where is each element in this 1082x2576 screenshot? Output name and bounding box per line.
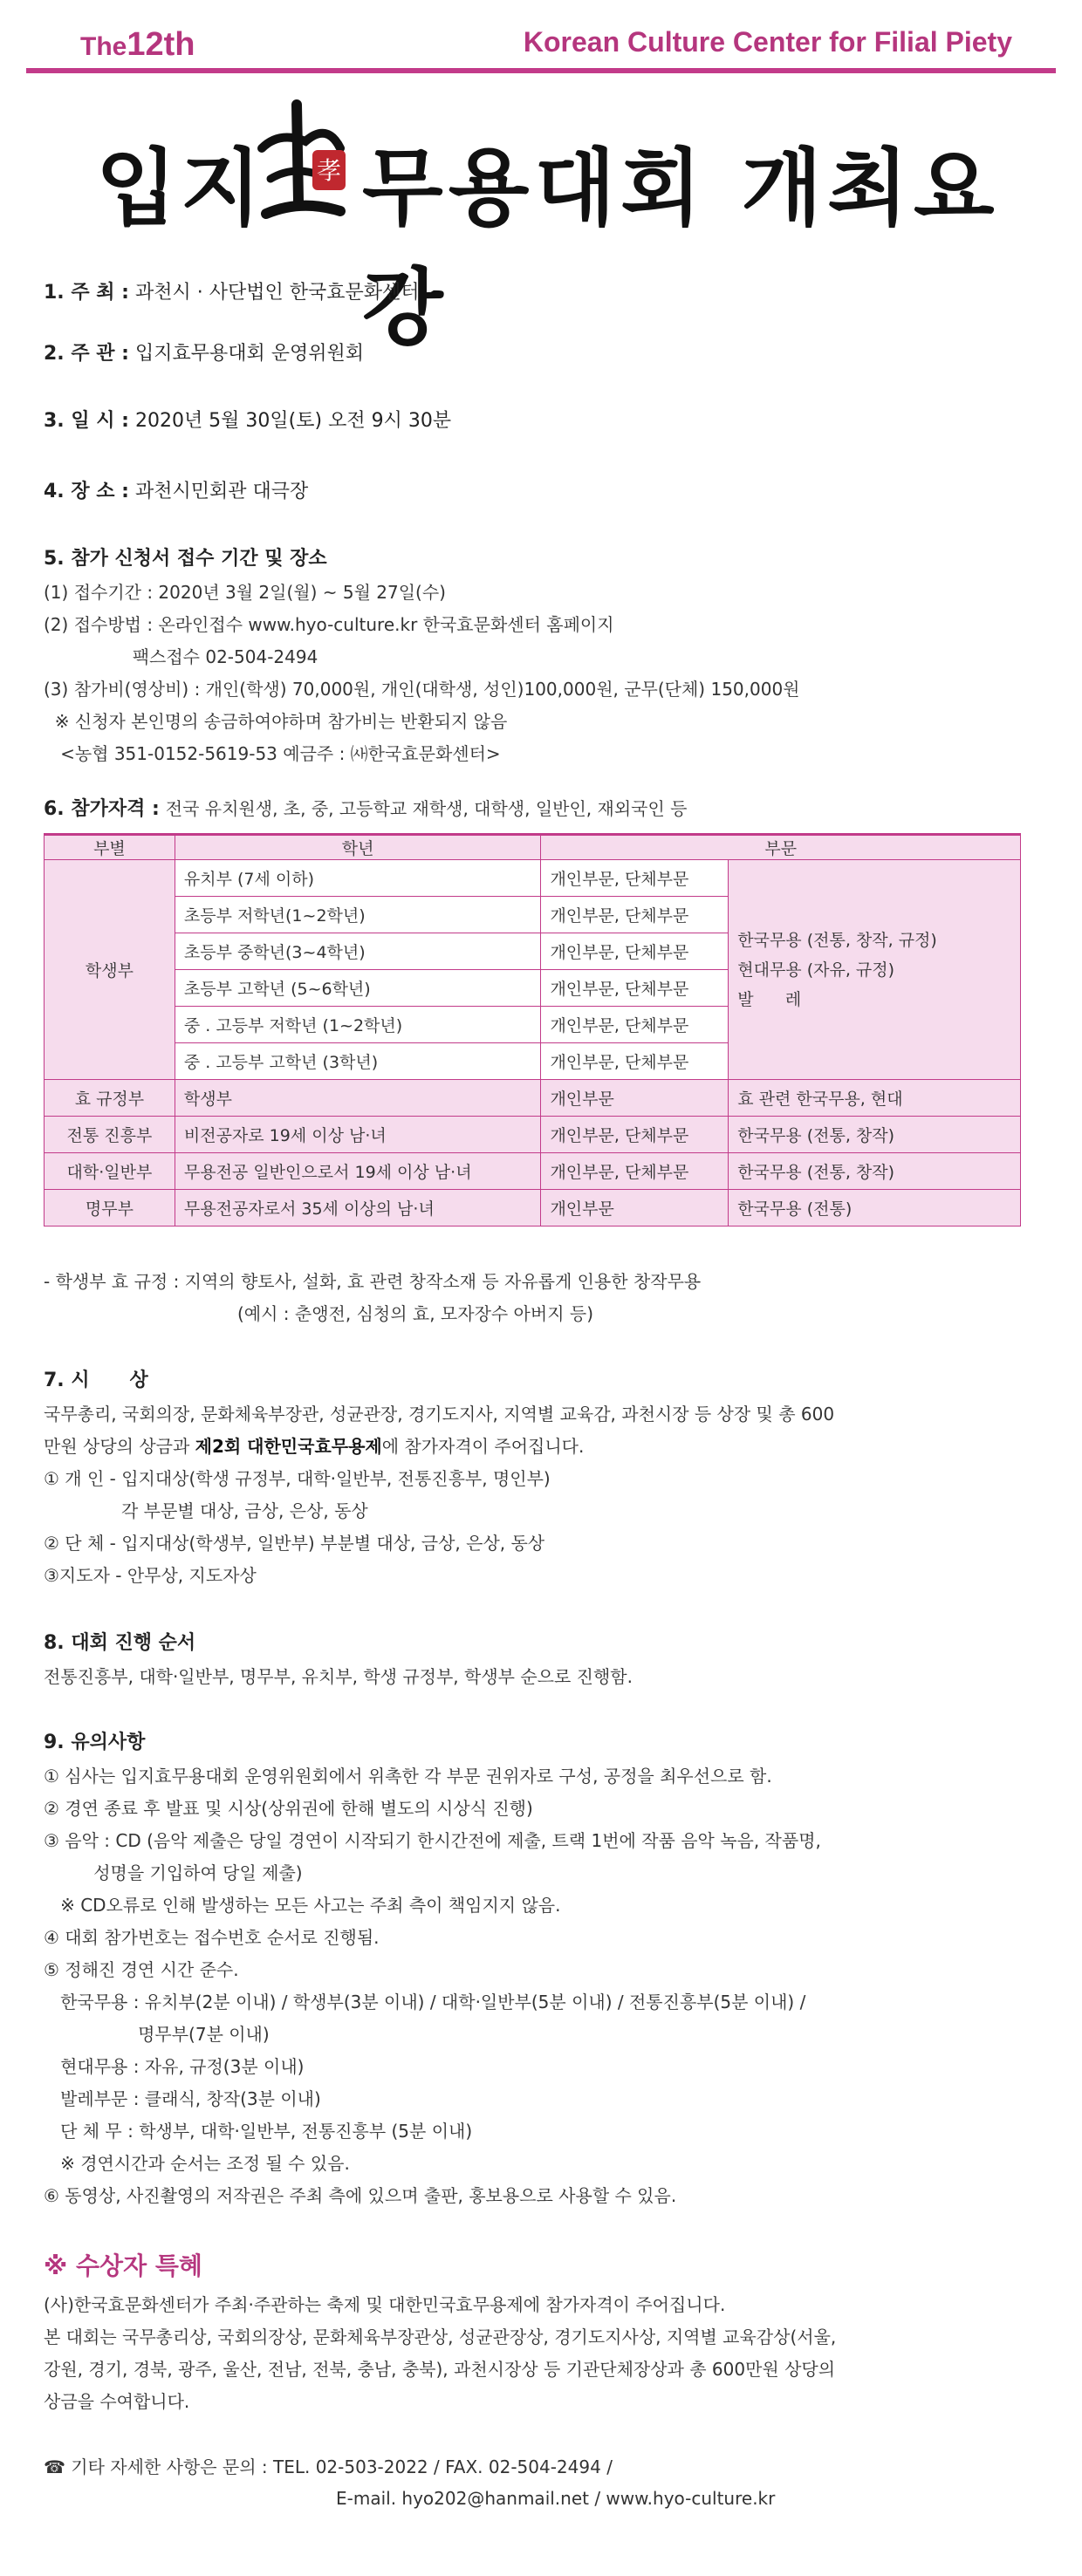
table-cell: 개인부문, 단체부문	[541, 1043, 729, 1080]
table-cell: 개인부문	[541, 1190, 729, 1227]
table-cell: 개인부문, 단체부문	[541, 933, 729, 970]
table-cell: 대학·일반부	[45, 1153, 175, 1190]
benefits-line: 강원, 경기, 경북, 광주, 울산, 전남, 전북, 충남, 충북), 과천시장상 등 기관단체장상과 총 600만원 상당의	[44, 2359, 836, 2380]
table-row	[45, 1117, 1021, 1153]
application-line: (3) 참가비(영상비) : 개인(학생) 70,000원, 개인(대학생, 성인)100,000원, 군무(단체) 150,000원	[44, 679, 800, 700]
table-cell: 중 . 고등부 저학년 (1~2학년)	[175, 1007, 541, 1043]
table-cell: 초등부 고학년 (5~6학년)	[175, 970, 541, 1007]
awards-line: ① 개 인 - 입지대상(학생 규정부, 대학·일반부, 전통진흥부, 명인부)	[44, 1468, 551, 1489]
table-cell: 한국무용 (전통, 창작)	[729, 1153, 1021, 1190]
header-right: Korean Culture Center for Filial Piety	[523, 26, 1012, 58]
winner-benefits-heading: ※ 수상자 특혜	[44, 2251, 202, 2280]
category-table	[44, 833, 1021, 1227]
title-part1: 입지	[96, 140, 265, 237]
table-cell: 중 . 고등부 고학년 (3학년)	[175, 1043, 541, 1080]
benefits-line: 상금을 수여합니다.	[44, 2391, 190, 2412]
contact-phone: ☎ 기타 자세한 사항은 문의 : TEL. 02-503-2022 / FAX. 02-504-2494 /	[44, 2456, 613, 2477]
table-note: - 학생부 효 규정 : 지역의 향토사, 설화, 효 관련 창작소재 등 자유롭게 인용한 창작무용	[44, 1271, 702, 1292]
section-application-heading: 5. 참가 신청서 접수 기간 및 장소	[44, 548, 327, 570]
order-line: 전통진흥부, 대학·일반부, 명무부, 유치부, 학생 규정부, 학생부 순으로 진행함.	[44, 1666, 633, 1687]
header-edition: 12th	[127, 26, 195, 63]
table-cell: 개인부문, 단체부문	[541, 860, 729, 897]
awards-paragraph: 국무총리, 국회의장, 문화체육부장관, 성균관장, 경기도지사, 지역별 교육감, 과천시장 등 상장 및 총 600	[44, 1404, 835, 1425]
table-cell: 효 규정부	[45, 1080, 175, 1117]
benefits-line: 본 대회는 국무총리상, 국회의장상, 문화체육부장관상, 성균관장상, 경기도지사상, 지역별 교육감상(서울,	[44, 2327, 837, 2347]
table-cell: 초등부 저학년(1~2학년)	[175, 897, 541, 933]
notes-line: ※ CD오류로 인해 발생하는 모든 사고는 주최 측이 책임지지 않음.	[44, 1895, 561, 1916]
awards-paragraph: 만원 상당의 상금과 제2회 대한민국효무용제에 참가자격이 주어집니다.	[44, 1436, 585, 1457]
header-prefix: The	[80, 32, 127, 61]
table-cell: 초등부 중학년(3~4학년)	[175, 933, 541, 970]
table-header: 부별	[45, 835, 175, 860]
awards-line: ③지도자 - 안무상, 지도자상	[44, 1565, 257, 1586]
table-cell: 유치부 (7세 이하)	[175, 860, 541, 897]
application-line: (2) 접수방법 : 온라인접수 www.hyo-culture.kr 한국효문화센터 홈페이지	[44, 614, 614, 635]
table-cell: 학생부	[175, 1080, 541, 1117]
table-cell: 개인부문, 단체부문	[541, 970, 729, 1007]
notes-line: 명무부(7분 이내)	[44, 2024, 270, 2045]
notes-line: 한국무용 : 유치부(2분 이내) / 학생부(3분 이내) / 대학·일반부(5분 이내) / 전통진흥부(5분 이내) /	[44, 1992, 806, 2012]
table-cell: 개인부문	[541, 1080, 729, 1117]
section-organizer: 2. 주 관 : 입지효무용대회 운영위원회	[44, 343, 364, 365]
notes-line: ④ 대회 참가번호는 접수번호 순서로 진행됨.	[44, 1927, 380, 1948]
table-note-example: (예시 : 춘앵전, 심청의 효, 모자장수 아버지 등)	[237, 1303, 594, 1324]
notes-line: 단 체 무 : 학생부, 대학·일반부, 전통진흥부 (5분 이내)	[44, 2121, 473, 2142]
header-left	[80, 26, 195, 64]
application-line: 팩스접수 02-504-2494	[44, 646, 318, 667]
table-row	[45, 1190, 1021, 1227]
table-row	[45, 1080, 1021, 1117]
table-cell: 학생부	[45, 860, 175, 1080]
table-cell: 명무부	[45, 1190, 175, 1227]
notes-line: 성명을 기입하여 당일 제출)	[44, 1862, 303, 1883]
notes-line: ⑥ 동영상, 사진촬영의 저작권은 주최 측에 있으며 출판, 홍보용으로 사용할 수 있음.	[44, 2185, 677, 2206]
notes-line: 현대무용 : 자유, 규정(3분 이내)	[44, 2056, 305, 2077]
table-cell: 효 관련 한국무용, 현대	[729, 1080, 1021, 1117]
section-host: 1. 주 최 : 과천시 · 사단법인 한국효문화센터	[44, 282, 420, 304]
table-cell: 무용전공 일반인으로서 19세 이상 남·녀	[175, 1153, 541, 1190]
table-cell: 개인부문, 단체부문	[541, 1007, 729, 1043]
title-part2: 무용대회 개최요강	[362, 140, 1000, 357]
table-cell: 비전공자로 19세 이상 남·녀	[175, 1117, 541, 1153]
table-cell: 무용전공자로서 35세 이상의 남·녀	[175, 1190, 541, 1227]
bank-account: <농협 351-0152-5619-53 예금주 : ㈔한국효문화센터>	[44, 743, 501, 764]
notes-line: 발레부문 : 클래식, 창작(3분 이내)	[44, 2088, 321, 2109]
awards-line: 각 부문별 대상, 금상, 은상, 동상	[44, 1500, 368, 1521]
application-line: ※ 신청자 본인명의 송금하여야하며 참가비는 반환되지 않음	[44, 711, 508, 732]
table-header: 부문	[541, 835, 1021, 860]
section-datetime: 3. 일 시 : 2020년 5월 30일(토) 오전 9시 30분	[44, 410, 452, 432]
table-cell: 한국무용 (전통, 창작)	[729, 1117, 1021, 1153]
notes-line: ③ 음악 : CD (음악 제출은 당일 경연이 시작되기 한시간전에 제출, 트랙 1번에 작품 음악 녹음, 작품명,	[44, 1830, 821, 1851]
section-venue: 4. 장 소 : 과천시민회관 대극장	[44, 481, 309, 502]
table-cell: 한국무용 (전통)	[729, 1190, 1021, 1227]
awards-line: ② 단 체 - 입지대상(학생부, 일반부) 부분별 대상, 금상, 은상, 동상	[44, 1533, 545, 1554]
contact-web: E-mail. hyo202@hanmail.net / www.hyo-culture.kr	[336, 2488, 776, 2509]
hyo-seal-icon	[244, 96, 358, 227]
table-row	[45, 860, 1021, 897]
table-cell: 개인부문, 단체부문	[541, 1117, 729, 1153]
table-row	[45, 1153, 1021, 1190]
section-order-heading: 8. 대회 진행 순서	[44, 1632, 196, 1654]
notes-line: ② 경연 종료 후 발표 및 시상(상위권에 한해 별도의 시상식 진행)	[44, 1798, 533, 1819]
notes-line: ※ 경연시간과 순서는 조정 될 수 있음.	[44, 2153, 350, 2174]
notes-line: ⑤ 정해진 경연 시간 준수.	[44, 1959, 239, 1980]
table-cell: 전통 진흥부	[45, 1117, 175, 1153]
table-header-row	[45, 835, 1021, 860]
benefits-line: (사)한국효문화센터가 주최·주관하는 축제 및 대한민국효무용제에 참가자격이 주어집니다.	[44, 2294, 726, 2315]
table-header: 학년	[175, 835, 541, 860]
section-eligibility: 6. 참가자격 : 전국 유치원생, 초, 중, 고등학교 재학생, 대학생, 일반인, 재외국인 등	[44, 798, 688, 820]
table-cell-genre: 한국무용 (전통, 창작, 규정) 현대무용 (자유, 규정) 발 레	[729, 860, 1021, 1080]
table-cell: 개인부문, 단체부문	[541, 1153, 729, 1190]
section-awards-heading: 7. 시 상	[44, 1370, 148, 1391]
notes-line: ① 심사는 입지효무용대회 운영위원회에서 위촉한 각 부문 권위자로 구성, 공정을 최우선으로 함.	[44, 1766, 772, 1787]
header-divider	[26, 68, 1056, 73]
section-notes-heading: 9. 유의사항	[44, 1732, 146, 1753]
table-cell: 개인부문, 단체부문	[541, 897, 729, 933]
svg-text:孝: 孝	[316, 156, 342, 185]
application-line: (1) 접수기간 : 2020년 3월 2일(월) ~ 5월 27일(수)	[44, 582, 446, 603]
